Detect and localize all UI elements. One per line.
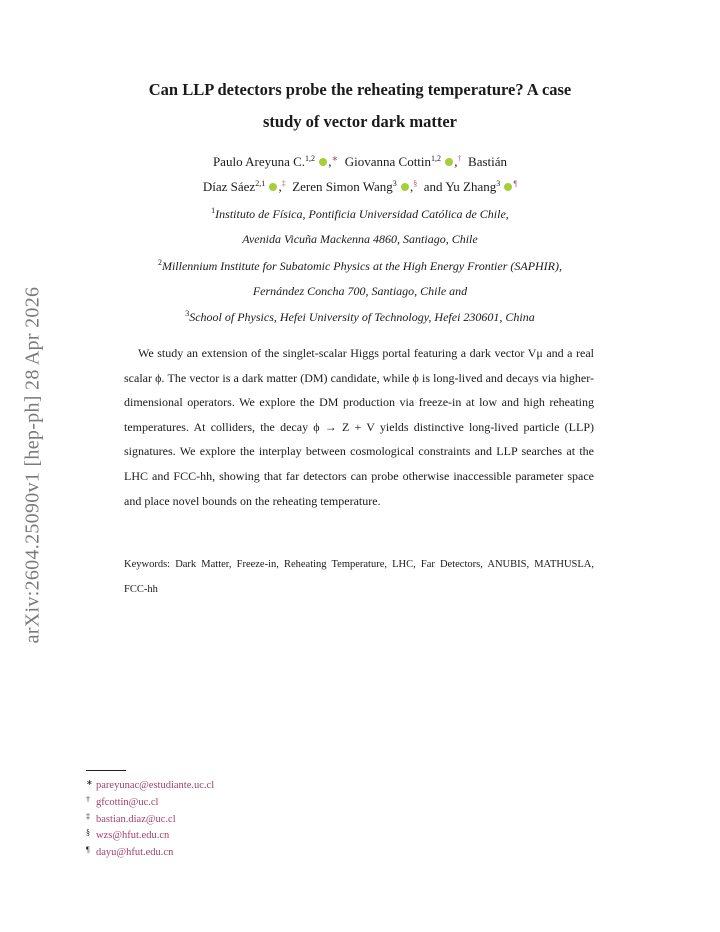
footnote-item <box>86 842 214 859</box>
footnote-mark[interactable]: ‡ <box>281 179 286 188</box>
footnote-item <box>86 809 214 826</box>
abstract <box>124 341 594 513</box>
footnote-divider <box>86 770 126 771</box>
footnote-mark[interactable]: ¶ <box>513 179 518 188</box>
orcid-icon[interactable] <box>445 158 453 166</box>
orcid-icon[interactable] <box>401 183 409 191</box>
title-line-1: Can LLP detectors probe the reheating temperature? A case <box>148 80 572 99</box>
orcid-icon[interactable] <box>319 158 327 166</box>
author-aff: 1,2 <box>305 154 316 163</box>
orcid-icon[interactable] <box>504 183 512 191</box>
affiliation-text: Millennium Institute for Subatomic Physics at the High Energy Frontier (SAPHIR), <box>161 259 563 273</box>
arxiv-stamp <box>18 255 48 675</box>
footnote-symbol: ¶ <box>86 845 90 855</box>
affiliation-2-line-2: Fernández Concha 700, Santiago, Chile and <box>252 284 468 298</box>
affiliation-3-line-1 <box>90 309 630 325</box>
abstract-text: We study an extension of the singlet-scalar Higgs portal featuring a dark vector Vμ and a real scalar ϕ. The vector is a dark matter (DM) candidate, while ϕ is long-lived and decays via higher-dimensional operators. We explore the DM production via freeze-in at low and high reheating temperatures. At colliders, the decay ϕ → Z + V yields distinctive long-lived particle (LLP) signatures. We explore the interplay between cosmological constraints and LLP searches at the LHC and FCC-hh, showing that far detectors can probe otherwise inaccessible parameter space and place novel bounds on the reheating temperature. <box>124 346 594 508</box>
author-name: Yu Zhang <box>445 179 497 194</box>
affiliation-2-line-1 <box>90 258 630 274</box>
keywords: Keywords: Dark Matter, Freeze-in, Reheating Temperature, LHC, Far Detectors, ANUBIS, MATHUSLA, FCC-hh <box>124 559 594 595</box>
footnote-mark[interactable]: ∗ <box>331 154 339 163</box>
author-aff: 2,1 <box>255 179 266 188</box>
footnote-mark[interactable]: § <box>413 179 418 188</box>
footnote-mark[interactable]: † <box>457 154 462 163</box>
footnote-item <box>86 825 214 842</box>
author-aff: 3 <box>496 179 501 188</box>
footnote-item <box>86 792 214 809</box>
email-link[interactable]: pareyunac@estudiante.uc.cl <box>96 780 215 791</box>
title-line-2: study of vector dark matter <box>263 112 457 131</box>
arxiv-id: arXiv:2604.25090v1 [hep-ph] 28 Apr 2026 <box>21 286 44 644</box>
and-word: and <box>423 179 443 194</box>
email-link[interactable]: dayu@hfut.edu.cn <box>96 847 174 859</box>
affiliation-number: 2 <box>157 258 162 267</box>
author-name-part: Bastián <box>468 154 508 169</box>
footnotes <box>86 775 214 859</box>
email-link[interactable]: bastian.diaz@uc.cl <box>96 813 176 825</box>
email-link[interactable]: wzs@hfut.edu.cn <box>96 830 170 842</box>
affiliation-number: 1 <box>211 206 216 215</box>
author-name: Paulo Areyuna C. <box>212 154 306 169</box>
author-aff: 3 <box>392 179 397 188</box>
footnote-item <box>86 775 214 792</box>
footnote-symbol: § <box>86 828 90 838</box>
authors-line-1: Paulo Areyuna C.$^{1,2}$ ,∗ Giovanna Cottin$^{1,2}$ ,† Bastián <box>212 154 508 169</box>
footnote-symbol: ∗ <box>86 778 93 787</box>
authors-line-2: Díaz Sáez$^{2,1}$ ,‡ Zeren Simon Wang$^3$ ,§ and Yu Zhang$^3$ ¶ <box>202 179 518 194</box>
author-aff: 1,2 <box>431 154 442 163</box>
affiliation-text: School of Physics, Hefei University of Technology, Hefei 230601, China <box>189 310 535 324</box>
footnote-symbol: ‡ <box>86 811 90 821</box>
author-name: Giovanna Cottin <box>344 154 432 169</box>
author-name: Zeren Simon Wang <box>292 179 393 194</box>
footnote-symbol: † <box>86 794 90 804</box>
affiliation-number: 3 <box>185 309 190 318</box>
author-name-part: Díaz Sáez <box>202 179 256 194</box>
email-link[interactable]: gfcottin@uc.cl <box>96 796 159 808</box>
affiliation-1-line-1 <box>90 206 630 222</box>
affiliation-1-line-2: Avenida Vicuña Mackenna 4860, Santiago, Chile <box>242 232 478 246</box>
orcid-icon[interactable] <box>269 183 277 191</box>
affiliation-text: Instituto de Física, Pontificia Universidad Católica de Chile, <box>215 207 509 221</box>
